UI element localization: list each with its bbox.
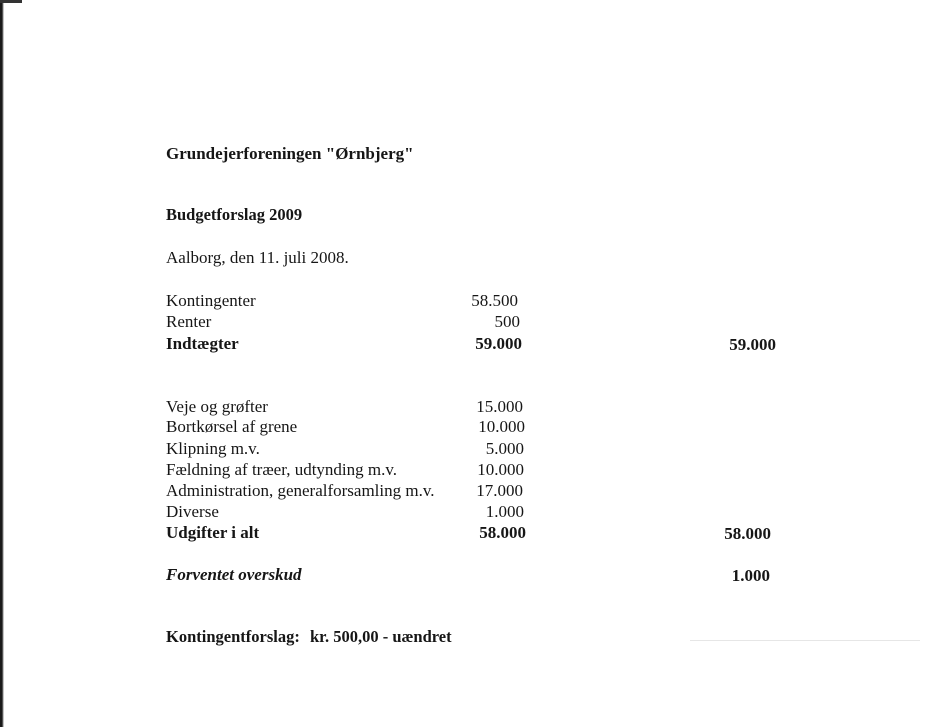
expense-total-amount: 58.000 <box>479 523 526 542</box>
expense-total-label: Udgifter i alt <box>166 523 260 542</box>
expense-row-amount: 17.000 <box>476 481 523 500</box>
fee-proposal <box>166 629 452 646</box>
expense-row-label: Administration, generalforsamling m.v. <box>166 481 435 500</box>
expense-row-amount: 10.000 <box>477 460 524 479</box>
expense-row-amount: 5.000 <box>485 439 524 458</box>
expense-row-label: Veje og grøfter <box>166 397 268 416</box>
expense-row-label: Fældning af træer, udtynding m.v. <box>166 460 398 479</box>
expense-row-label: Bortkørsel af grene <box>166 417 298 436</box>
scan-edge <box>0 0 4 727</box>
expense-row-amount: 1.000 <box>485 502 524 521</box>
expense-row-amount: 15.000 <box>476 397 523 416</box>
surplus-label: Forventet overskud <box>166 565 302 584</box>
association-name: Grundejerforeningen "Ørnbjerg" <box>166 144 414 163</box>
place-date: Aalborg, den 11. juli 2008. <box>166 248 349 267</box>
income-total-label: Indtægter <box>166 334 239 353</box>
income-total-amount: 59.000 <box>475 334 522 353</box>
scan-artifact-line <box>690 640 920 641</box>
income-row-label: Kontingenter <box>166 291 256 310</box>
expense-row-amount: 10.000 <box>478 417 525 436</box>
scan-edge-mark <box>0 0 22 3</box>
income-row-amount: 58.500 <box>471 291 518 310</box>
fee-proposal-value: kr. 500,00 - uændret <box>309 627 452 646</box>
surplus-amount: 1.000 <box>731 566 770 585</box>
fee-proposal-label: Kontingentforslag: <box>166 627 300 646</box>
income-row-label: Renter <box>166 312 212 331</box>
budget-title: Budgetforslag 2009 <box>166 205 303 224</box>
income-row-amount: 500 <box>494 312 520 331</box>
expense-row-label: Diverse <box>166 502 219 521</box>
income-total-column: 59.000 <box>729 335 776 354</box>
expense-total-column: 58.000 <box>724 524 771 543</box>
expense-row-label: Klipning m.v. <box>166 439 260 458</box>
